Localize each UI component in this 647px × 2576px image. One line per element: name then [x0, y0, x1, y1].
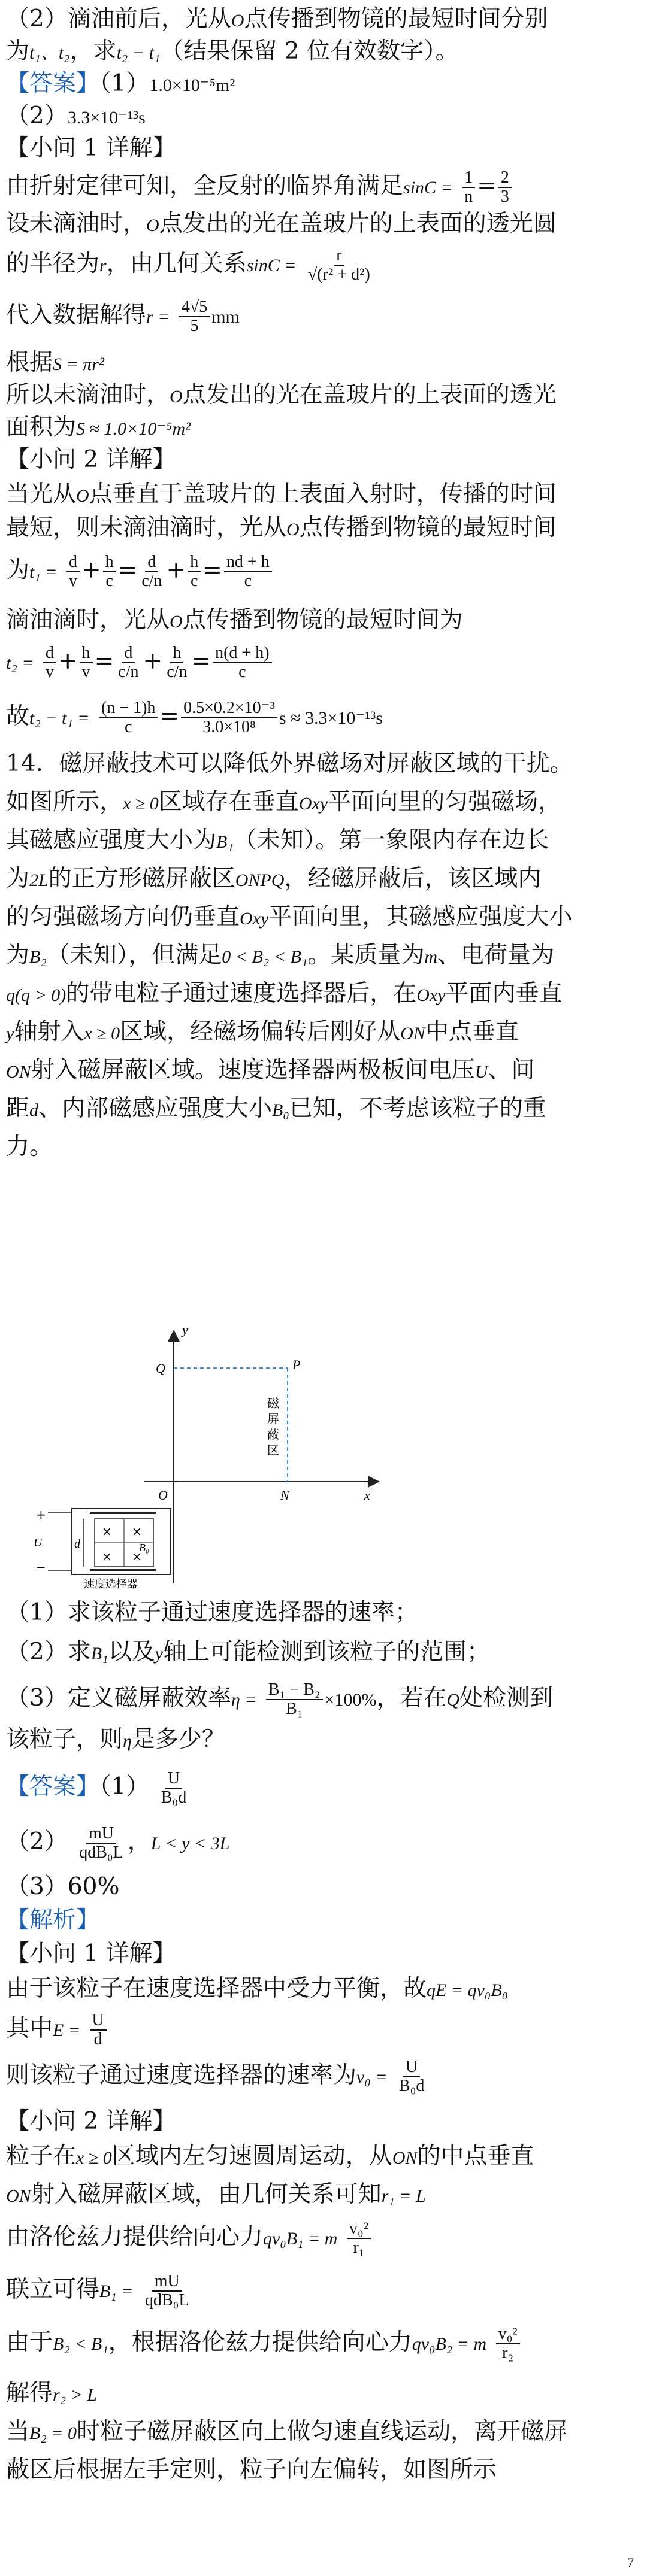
- page-number: 7: [627, 2555, 634, 2570]
- fraction: $\frac{4√5}{5}$: [179, 298, 210, 335]
- fraction: $\frac{r}{\text{√(r² + d²)}}$: [307, 246, 370, 284]
- text-line: 为t₁、t₂，求t₂ − t₁（结果保留 2 位有效数字）。: [6, 38, 459, 65]
- text-line: 故t₂ − t₁ = $\frac{(n - 1)h}{c}$ = $\frac{\text{0.5×0.2×10⁻³}}{\text{3.0×10⁸}}$ s ≈ 3.3×10⁻¹³s: [6, 699, 383, 736]
- svg-text:U: U: [34, 1536, 43, 1549]
- text-line: 设未滴油时，O点发出的光在盖玻片的上表面的透光圆: [6, 210, 557, 237]
- problem-text: 如图所示，x ≥ 0区域存在垂直Oxy平面向里的匀强磁场，: [6, 788, 562, 815]
- answer-line: 【答案】（1） $\frac{U}{\text{B₀d}}$: [6, 1769, 187, 1807]
- problem-text: 为2L的正方形磁屏蔽区ONPQ，经磁屏蔽后，该区域内: [6, 865, 542, 892]
- section-heading: 【小问 2 详解】: [6, 446, 176, 473]
- answer-line: （2） $\frac{mU}{\text{qdB₀L}}$ ，L < y < 3L: [6, 1824, 230, 1862]
- text-line: 当B₂ = 0时粒子磁屏蔽区向上做匀速直线运动，离开磁屏: [6, 2418, 568, 2445]
- problem-text: q(q > 0)的带电粒子通过速度选择器后，在Oxy平面内垂直: [6, 980, 563, 1007]
- point-p-label: P: [292, 1357, 301, 1372]
- problem-text: ON射入磁屏蔽区域。速度选择器两极板间电压U、间: [6, 1057, 535, 1084]
- section-heading: 【小问 2 详解】: [6, 2108, 176, 2135]
- text-line: 联立可得B₁ = $\frac{mU}{\text{qdB₀L}}$: [6, 2272, 189, 2310]
- text-line: 为t₁ = $\frac{d}{v}$ + $\frac{h}{c}$ = $\frac{d}{c/n}$ + $\frac{h}{c}$ = $\frac{nd + h}{c}$: [6, 553, 641, 590]
- fraction: $\frac{2}{3}$: [498, 169, 512, 206]
- svg-text:+: +: [36, 1507, 46, 1522]
- answer-line: （2）3.3×10⁻¹³s: [6, 102, 146, 129]
- svg-text:−: −: [36, 1560, 46, 1574]
- section-heading: 【解析】: [6, 1907, 100, 1934]
- text-line: 的半径为r，由几何关系sinC = $\frac{r}{\text{√(r² + d²)}}$: [6, 247, 641, 284]
- problem-text: 其磁感应强度大小为B₁（未知）。第一象限内存在边长: [6, 827, 549, 854]
- text-line: 最短，则未滴油滴时，光从O点传播到物镜的最短时间: [6, 514, 557, 541]
- sub-question: 该粒子，则η是多少？: [6, 1726, 225, 1753]
- svg-text:×: ×: [132, 1549, 142, 1564]
- selector-caption: 速度选择器: [84, 1578, 138, 1589]
- text-line: 解得r₂ > L: [6, 2380, 98, 2407]
- y-axis-label: y: [182, 1326, 188, 1337]
- problem-text: 力。: [6, 1133, 53, 1160]
- text-line: t₂ = $\frac{d}{v}$ + $\frac{h}{v}$ = $\frac{d}{c/n}$ + $\frac{h}{c/n}$ = $\frac{n(d + h)}{c}$: [6, 644, 641, 681]
- svg-text:B₀: B₀: [139, 1542, 150, 1554]
- sub-question: （1）求该粒子通过速度选择器的速率；: [6, 1599, 418, 1626]
- svg-text:蔽: 蔽: [267, 1427, 279, 1442]
- section-heading: 【小问 1 详解】: [6, 1940, 176, 1967]
- text-line: 由于该粒子在速度选择器中受力平衡，故qE = qv₀B₀: [6, 1975, 509, 2002]
- answer-line: （3）60%: [6, 1873, 120, 1900]
- text-line: 代入数据解得r = $\frac{4√5}{5}$ mm: [6, 298, 240, 335]
- svg-text:×: ×: [102, 1549, 112, 1564]
- sub-question: （3）定义磁屏蔽效率η = $\frac{\text{B₁ − B₂}}{\text{B₁}}$ ×100%，若在Q处检测到: [6, 1680, 554, 1718]
- text-line: 蔽区后根据左手定则，粒子向左偏转，如图所示: [6, 2456, 497, 2483]
- answer-line: 【答案】（1）1.0×10⁻⁵m²: [6, 70, 235, 97]
- problem-text: 为B₂（未知），但满足0 < B₂ < B₁。某质量为m、电荷量为: [6, 942, 554, 969]
- text-line: 粒子在x ≥ 0区域内左匀速圆周运动，从ON的中点垂直: [6, 2143, 534, 2170]
- text-line: 滴油滴时，光从O点传播到物镜的最短时间为: [6, 606, 463, 633]
- text-line: 由于B₂ < B₁，根据洛伦兹力提供给向心力qv₀B₂ = m $\frac{\text{v₀²}}{\text{r₂}}$: [6, 2325, 641, 2362]
- problem-text: 距d、内部磁感应强度大小B₀已知，不考虑该粒子的重: [6, 1095, 546, 1122]
- x-axis-label: x: [364, 1488, 370, 1503]
- fraction: $\frac{1}{n}$: [462, 169, 475, 206]
- origin-label: O: [158, 1488, 168, 1503]
- magnetic-shielding-diagram: [12, 1326, 383, 1589]
- text-line: 当光从O点垂直于盖玻片的上表面入射时，传播的时间: [6, 481, 557, 508]
- text-line: 根据S = πr²: [6, 349, 104, 376]
- text-line: 其中E = $\frac{U}{d}$: [6, 2011, 641, 2049]
- svg-text:磁: 磁: [267, 1396, 279, 1410]
- sub-question: （2）求B₁以及y轴上可能检测到该粒子的范围；: [6, 1639, 490, 1665]
- point-q-label: Q: [156, 1361, 165, 1376]
- problem-text: 14．磁屏蔽技术可以降低外界磁场对屏蔽区域的干扰。: [6, 750, 573, 777]
- point-n-label: N: [280, 1488, 289, 1503]
- text-line: 所以未滴油时，O点发出的光在盖玻片的上表面的透光: [6, 381, 557, 408]
- svg-text:区: 区: [267, 1443, 279, 1457]
- svg-text:屏: 屏: [267, 1412, 279, 1426]
- text-line: ON射入磁屏蔽区域，由几何关系可知r₁ = L: [6, 2181, 426, 2208]
- svg-text:×: ×: [102, 1524, 112, 1539]
- svg-text:×: ×: [132, 1524, 142, 1539]
- text-line: 由折射定律可知，全反射的临界角满足sinC = $\frac{1}{n}$ = $\frac{2}{3}$: [6, 169, 641, 206]
- text-line: 则该粒子通过速度选择器的速率为v₀ = $\frac{U}{\text{B₀d}}$: [6, 2058, 425, 2095]
- problem-text: 的匀强磁场方向仍垂直Oxy平面向里，其磁感应强度大小: [6, 903, 573, 930]
- problem-text: y轴射入x ≥ 0区域，经磁场偏转后刚好从ON中点垂直: [6, 1018, 519, 1045]
- text-line: 由洛伦兹力提供给向心力qv₀B₁ = m $\frac{\text{v₀²}}{\text{r₁}}$: [6, 2220, 641, 2257]
- text-line: 面积为S ≈ 1.0×10⁻⁵m²: [6, 414, 191, 441]
- section-heading: 【小问 1 详解】: [6, 135, 176, 162]
- svg-text:d: d: [74, 1537, 80, 1551]
- text-line: （2）滴油前后，光从O点传播到物镜的最短时间分别: [6, 5, 548, 32]
